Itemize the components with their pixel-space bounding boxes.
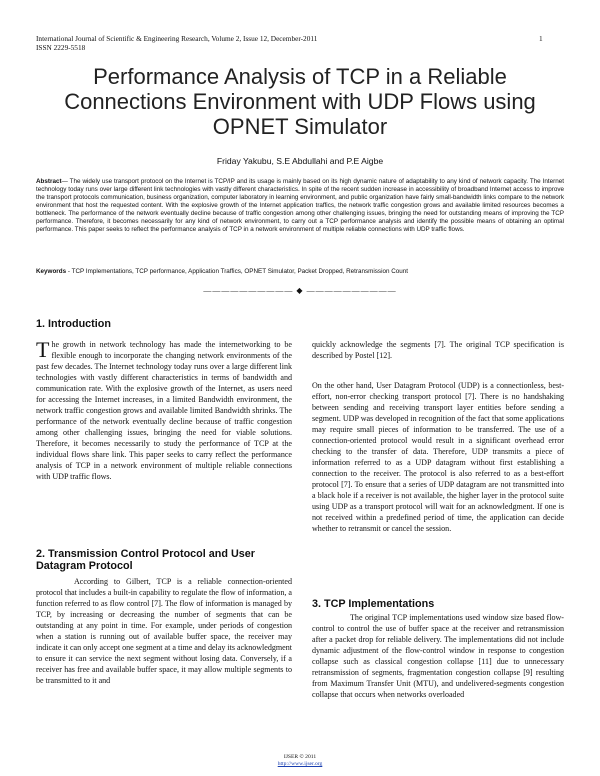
footer-copyright: IJSER © 2011	[283, 754, 317, 760]
abstract-text: — The widely use transport protocol on the Internet is TCP/IP and its usage is mainly based on its high dynamic nature of adaptability to any kind of network capacity. The Internet technology today runs over large different link technologies with vastly different characteristics. In spite of the recent sudden increase in accessibility of broadband Internet access to improve the transport protocols communication, business organization, computer laboratory in learning environment, and public organization have fairly small-bandwidth links compare to the network environment that host the requested content. With the explosive growth of the Internet application traffics, the network traffic congestion grows and available limited resources becomes a bottleneck. The performance of the network eventually decline because of traffic congestion among other challenging issues, bringing the need for outstanding means of improving the TCP performance. Therefore, it becomes necessarily for any kind of network environment, to carry out a TCP performance analysis and identify the possible means of obtaining an optimal performance. This paper seeks to reflect the performance analysis of TCP in a network environment of multiple reliable connections with UDP traffic flows.	[36, 178, 564, 233]
keywords-label: Keywords	[36, 268, 67, 275]
heading-tcp-udp: 2. Transmission Control Protocol and User Datagram Protocol	[36, 548, 255, 572]
author-list: Friday Yakubu, S.E Abdullahi and P.E Aigbe	[216, 156, 384, 166]
issn-label: ISSN 2229-5518	[36, 43, 86, 52]
abstract	[36, 178, 564, 234]
page-number: 1	[539, 34, 543, 43]
tcp-continuation-paragraph: quickly acknowledge the segments [7]. The original TCP specification is described by Postel [12].	[312, 340, 564, 360]
journal-header: International Journal of Scientific & Engineering Research, Volume 2, Issue 12, December-2011	[36, 34, 318, 43]
keywords	[36, 268, 564, 276]
tcp-udp-paragraph: According to Gilbert, TCP is a reliable connection-oriented protocol that includes a built-in capability to regulate the flow of information, a function referred to as flow control [7]. The flow of information is managed by TCP, by increasing or decreasing the number of segments that can be outstanding at any point in time. For example, under periods of congestion when a station is running out of available buffer space, the receiver may indicate it can only accept one segment at a time and delay its acknowledgment to ensure it can service the next segment without losing data. Conversely, if a receiver has free and available buffer space, it may allow multiple segments to be transmitted to it and	[36, 577, 292, 685]
tcp-implementations-paragraph: The original TCP implementations used window size based flow-control to control the use of buffer space at the receiver and retransmission after a packet drop for reliable delivery. The implementations did not include dynamic adjustment of the flow-control window in response to congestion collapse such as classical congestion collapse [11] due to unnecessary retransmission of segments, fragmentation congestion collapse [9] resulting from Maximum Transfer Unit (MTU), and undelivered-segments congestion collapse that occurs when networks overloaded	[312, 613, 564, 699]
heading-introduction: 1. Introduction	[36, 318, 111, 330]
footer-link[interactable]: http://www.ijser.org	[277, 761, 323, 767]
keywords-text: - TCP Implementations, TCP performance, Application Traffics, OPNET Simulator, Packet Dropped, Retransmission Count	[66, 268, 409, 275]
paper-title: Performance Analysis of TCP in a Reliable Connections Environment with UDP Flows using OPNET Simulator	[64, 64, 536, 139]
section-separator: —————————— ◆ ——————————	[203, 286, 397, 295]
introduction-paragraph	[36, 339, 292, 482]
abstract-label: Abstract	[36, 178, 62, 185]
introduction-text: he growth in network technology has made the internetworking to be flexible enough to incorporate the changing network environments of the past few decades. The Internet technology today runs over a large different link technologies with vastly different characteristics in terms of bandwidth and communication rate. With the explosive growth of the Internet, as users need for accessing the Internet increases, in a limited Bandwidth environment, the network traffic congestion grows and available limited Bandwidth shrinks. The performance of the network eventually decline because of traffic congestion among other challenging issues, bringing the need for viable solutions. Therefore, it becomes necessarily to study the performance of TCP at the individual flows share link. This paper seeks to carry reflect the performance analysis of TCP in a network environment of multiple reliable connections with UDP traffic flows.	[36, 340, 292, 481]
drop-cap: T	[36, 337, 50, 362]
udp-paragraph: On the other hand, User Datagram Protocol (UDP) is a connectionless, best-effort, non-error checking transport protocol [7]. There is no handshaking between sending and receiving transport layer entities before sending a segment. UDP was developed in recognition of the fact that some applications may require small pieces of information to be transferred. The use of a connection-oriented protocol would result in a significant overhead error checking to the transfer of data. Therefore, UDP transmits a piece of information referred to as a UDP datagram without first establishing a connection to the receiver. The protocol is also referred to as a best-effort protocol [7]. To ensure that a series of UDP datagram are not transmitted into a black hole if a receiver is not available, the higher layer in the protocol suite using UDP as a transport protocol will wait for an acknowledgment. If one is not received within a predefined period of time, the application can decide whether to retransmit or cancel the session.	[312, 381, 564, 533]
heading-tcp-implementations: 3. TCP Implementations	[312, 598, 435, 610]
